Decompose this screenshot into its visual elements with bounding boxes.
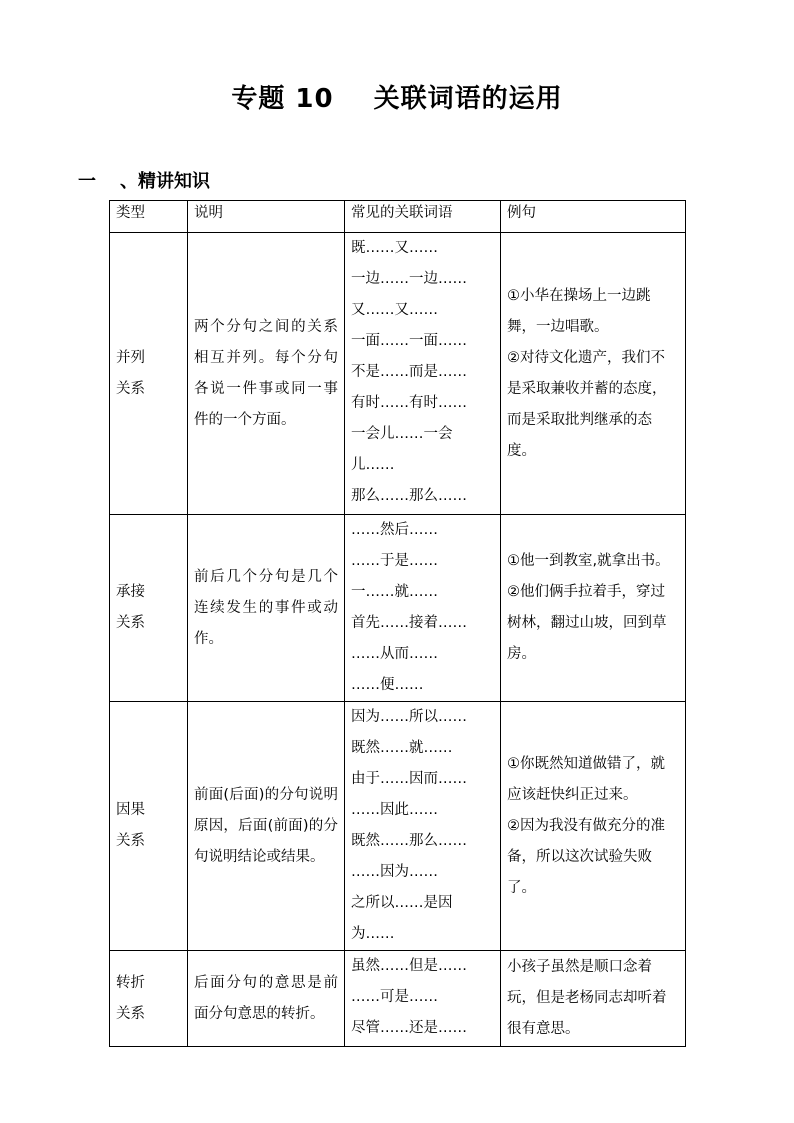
type-line: 关系 (116, 1005, 145, 1022)
type-line: 并列 (116, 349, 145, 366)
header-example: 例句 (501, 201, 686, 233)
row-example (501, 515, 686, 702)
type-line: 关系 (116, 615, 145, 631)
table-row (110, 702, 686, 951)
header-type: 类型 (110, 201, 188, 233)
header-description: 说明 (188, 201, 345, 233)
title-topic-number: 专题 10 (231, 84, 334, 114)
type-line: 关系 (116, 833, 145, 849)
section-label: 、精讲知识 (120, 171, 210, 192)
example-item: ②因为我没有做充分的准备，所以这次试验失败了。 (507, 817, 665, 896)
word-item: ……从而…… (351, 646, 438, 662)
type-line: 关系 (116, 380, 145, 397)
word-item: 一边……一边…… (351, 271, 467, 287)
row-type (110, 515, 188, 702)
row-type (110, 702, 188, 951)
word-item: 那么……那么…… (351, 488, 467, 504)
row-words (345, 233, 501, 515)
section-heading (78, 167, 210, 193)
row-words (345, 951, 501, 1047)
example-item: ②对待文化遗产，我们不是采取兼收并蓄的态度，而是采取批判继承的态度。 (507, 349, 667, 459)
table-header-row (110, 201, 686, 233)
row-type (110, 233, 188, 515)
word-item: 一……就…… (351, 584, 438, 600)
example-item: 小孩子虽然是顺口念着玩，但是老杨同志却听着很有意思。 (507, 959, 667, 1037)
row-description: 前后几个分句是几个连续发生的事件或动作。 (188, 515, 345, 702)
title-topic-name: 关联词语的运用 (373, 84, 563, 114)
word-item: 为…… (351, 926, 395, 942)
word-item: ……因此…… (351, 802, 438, 818)
example-item: ①你既然知道做错了，就应该赶快纠正过来。 (507, 755, 665, 803)
row-words (345, 702, 501, 951)
word-item: ……可是…… (351, 989, 438, 1005)
table-row (110, 951, 686, 1047)
word-item: 又……又…… (351, 302, 438, 318)
word-item: 一会儿……一会 (351, 426, 453, 442)
word-item: 儿…… (351, 457, 395, 473)
word-item: 尽管……还是…… (351, 1020, 467, 1036)
word-item: 既然……就…… (351, 740, 453, 756)
word-item: 一面……一面…… (351, 333, 467, 349)
word-item: 首先……接着…… (351, 615, 467, 631)
type-line: 因果 (116, 802, 145, 818)
row-example (501, 233, 686, 515)
row-description: 两个分句之间的关系相互并列。每个分句各说一件事或同一事件的一个方面。 (188, 233, 345, 515)
table-row (110, 233, 686, 515)
row-example (501, 702, 686, 951)
word-item: 既然……那么…… (351, 833, 467, 849)
row-words (345, 515, 501, 702)
word-item: ……然后…… (351, 522, 438, 538)
row-description: 前面(后面)的分句说明原因，后面(前面)的分句说明结论或结果。 (188, 702, 345, 951)
conjunction-table (109, 200, 686, 1047)
table-row (110, 515, 686, 702)
row-example (501, 951, 686, 1047)
word-item: 之所以……是因 (351, 895, 453, 911)
example-item: ①他一到教室,就拿出书。 (507, 553, 670, 569)
word-item: 有时……有时…… (351, 395, 467, 411)
page-title (0, 78, 794, 115)
example-item: ①小华在操场上一边跳舞，一边唱歌。 (507, 287, 651, 335)
word-item: 虽然……但是…… (351, 958, 467, 974)
word-item: 由于……因而…… (351, 771, 467, 787)
word-item: 既……又…… (351, 240, 438, 256)
row-description: 后面分句的意思是前面分句意思的转折。 (188, 951, 345, 1047)
word-item: ……便…… (351, 677, 424, 693)
example-item: ②他们俩手拉着手，穿过树林，翻过山坡，回到草房。 (507, 584, 667, 662)
header-words: 常见的关联词语 (345, 201, 501, 233)
word-item: 不是……而是…… (351, 364, 467, 380)
section-number: 一 (78, 171, 96, 192)
word-item: ……因为…… (351, 864, 438, 880)
word-item: 因为……所以…… (351, 709, 467, 725)
type-line: 承接 (116, 584, 145, 600)
type-line: 转折 (116, 974, 145, 991)
word-item: ……于是…… (351, 553, 438, 569)
row-type (110, 951, 188, 1047)
